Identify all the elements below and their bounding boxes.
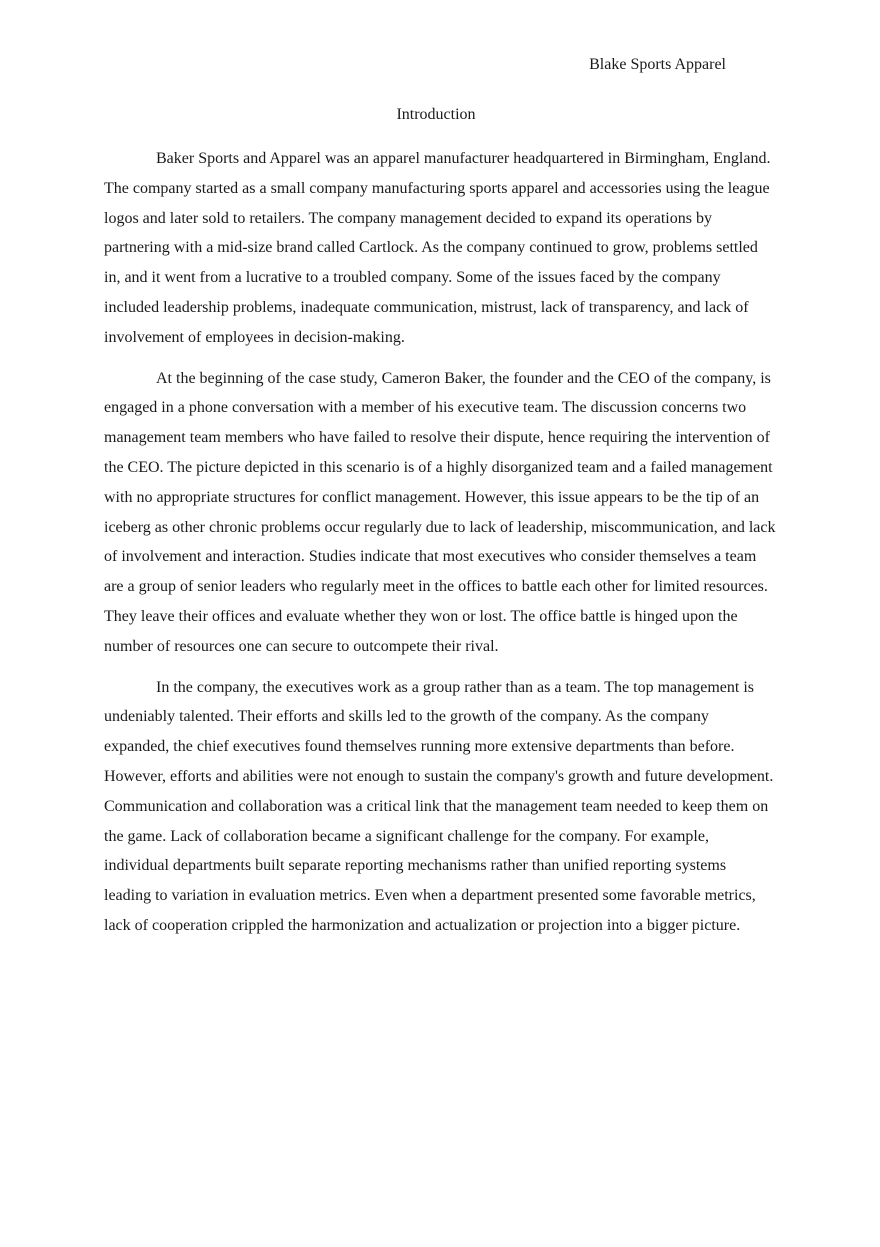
paragraph: Baker Sports and Apparel was an apparel manufacturer headquartered in Birmingham, England. The company started as a small company manufacturing sports apparel and accessories using the league logos and later sold to retailers. The company management decided to expand its operations by partnering with a mid-size brand called Cartlock. As the company continued to grow, problems settled in, and it went from a lucrative to a troubled company. Some of the issues faced by the company included leadership problems, inadequate communication, mistrust, lack of transparency, and lack of involvement of employees in decision-making. [104,150,771,346]
paragraph: In the company, the executives work as a group rather than as a team. The top management is undeniably talented. Their efforts and skills led to the growth of the company. As the company expanded, the chief executives found themselves running more extensive departments than before. However, efforts and abilities were not enough to sustain the company's growth and future development. Communication and collaboration was a critical link that the management team needed to keep them on the game. Lack of collaboration became a significant challenge for the company. For example, individual departments built separate reporting mechanisms rather than unified reporting systems leading to variation in evaluation metrics. Even when a department presented some favorable metrics, lack of cooperation crippled the harmonization and actualization or projection into a bigger picture. [104,678,774,934]
page-title: Introduction [396,106,476,123]
body-text [104,144,776,952]
paragraph: At the beginning of the case study, Cameron Baker, the founder and the CEO of the company, is engaged in a phone conversation with a member of his executive team. The discussion concerns two management team members who have failed to resolve their dispute, hence requiring the intervention of the CEO. The picture depicted in this scenario is of a highly disorganized team and a failed management with no appropriate structures for conflict management. However, this issue appears to be the tip of an iceberg as other chronic problems occur regularly due to lack of leadership, miscommunication, and lack of involvement and interaction. Studies indicate that most executives who consider themselves a team are a group of senior leaders who regularly meet in the offices to battle each other for limited resources. They leave their offices and evaluate whether they won or lost. The office battle is hinged upon the number of resources one can secure to outcompete their rival. [104,369,776,655]
running-head: Blake Sports Apparel [589,56,726,73]
